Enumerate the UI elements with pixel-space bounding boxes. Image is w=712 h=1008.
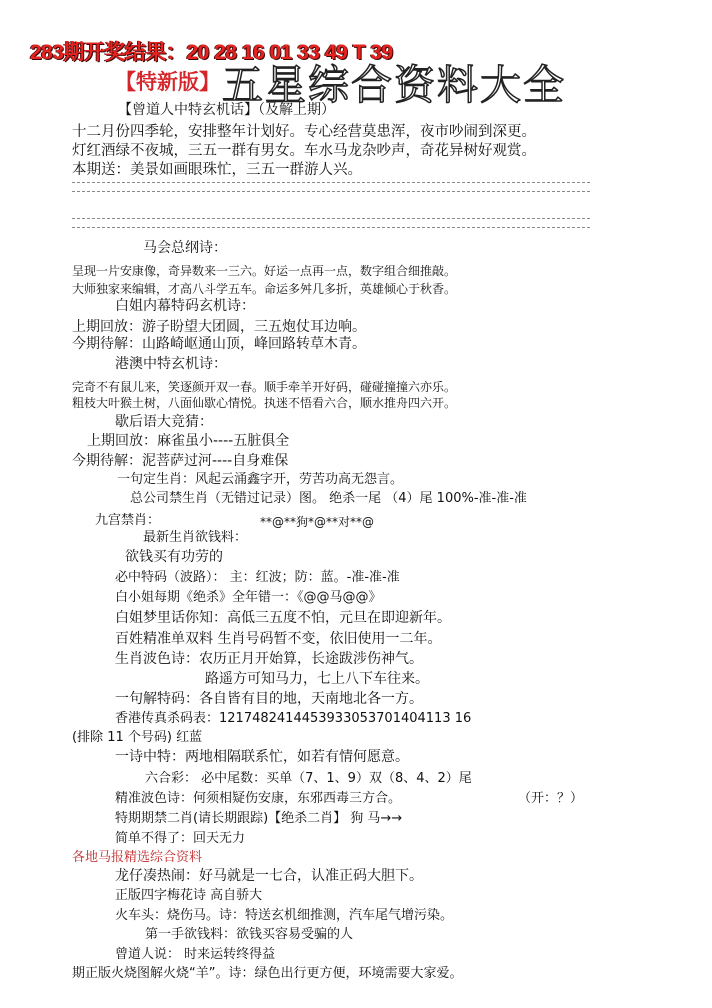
page-title: 五星综合资料大全 [222, 61, 566, 109]
info-line: 特期期禁二肖(请长期跟踪)【绝杀二肖】 狗 马→→ [115, 811, 403, 826]
info-line: 百姓精准单双料 生肖号码暂不变，依旧使用一二年。 [115, 631, 442, 647]
riddle-line: 上期回放：麻雀虽小----五脏俱全 [87, 433, 290, 449]
info-line: 期正版火烧图解火烧“羊”。诗：绿色出行更方便，环境需要大家爱。 [72, 966, 463, 981]
poem-line: 粗枝大叶猴土树，八面仙歇心情悦。执迷不悟看六合，顺水推舟四六开。 [72, 396, 457, 410]
info-line-tail: （开：？） [518, 791, 584, 806]
jiugong-value: **@**狗*@**对**@ [260, 515, 375, 529]
info-line: 简单不得了：回天无力 [115, 831, 246, 846]
jiugong-label: 九宫禁肖： [95, 513, 161, 528]
info-line: 一诗中特：两地相隔联系忙，如若有情何愿意。 [115, 749, 409, 765]
info-line: 曾道人说： 时来运转终得益 [115, 947, 276, 962]
info-line: 总公司禁生肖（无错过记录）图。 绝杀一尾 （4）尾 100%-准-准-准 [130, 491, 527, 506]
info-line: 六合彩： 必中尾数：买单（7、1、9）双（8、4、2）尾 [145, 771, 472, 786]
info-line: 白小姐每期《绝杀》全年错一：《@@马@@》 [115, 590, 382, 605]
info-line: 路遥方可知马力，七上八下车往来。 [205, 671, 429, 687]
section-header-gangao: 港澳中特玄机诗： [115, 356, 227, 372]
edition-label: 【特新版】 [115, 70, 220, 94]
info-line: 一句定生肖：风起云涌鑫字开，劳苦功高无怨言。 [117, 472, 404, 487]
poem-line: 上期回放：游子盼望大团圆，三五炮仗耳边响。 [72, 319, 366, 335]
info-line: 最新生肖欲钱料： [143, 530, 248, 545]
divider [72, 218, 590, 228]
info-line: (排除 11 个号码) 红蓝 [72, 730, 203, 745]
poem-line: 十二月份四季轮，安排整年计划好。专心经营莫患浑，夜市吵闹到深更。 [72, 124, 536, 140]
info-line: 欲钱买有功劳的 [125, 549, 223, 565]
section-header-mahui: 马会总纲诗： [143, 240, 227, 256]
poem-line: 大师独家来编辑，才高八斗学五车。命运多舛几多折，英雄倾心于秋香。 [72, 282, 457, 296]
section-header-xiehouyu: 歇后语大竞猜： [115, 414, 213, 430]
section-header-zeng: 【曾道人中特玄机话】（及解上期） [118, 102, 335, 118]
info-line: 生肖波色诗：农历正月开始算，长途跋涉伤神气。 [115, 651, 423, 667]
section-header-baijie: 白姐内幕特码玄机诗： [115, 298, 255, 314]
info-line: 精准波色诗：何须相疑伤安康，东邪西毒三方合。 [115, 791, 402, 806]
poem-line: 呈现一片安康像，奇异数来一三六。好运一点再一点，数字组合细推敲。 [72, 264, 457, 278]
info-line: 第一手欲钱料：欲钱买容易受骗的人 [145, 927, 354, 942]
riddle-line: 今期待解：泥菩萨过河----自身难保 [72, 453, 289, 469]
poem-line: 今期待解：山路崎岖通山顶，峰回路转草木青。 [72, 336, 366, 352]
poem-line: 本期送：美景如画眼珠忙，三五一群游人兴。 [72, 162, 362, 178]
divider [72, 182, 590, 192]
info-line: 火车头：烧伤马。诗：特送玄机细推测，汽车尾气增污染。 [115, 908, 454, 923]
info-line: 香港传真杀码表：1217482414453933053701404113 16 [115, 711, 472, 726]
lottery-result-banner: 283期开奖结果：20 28 16 01 33 49 T 39 [30, 41, 393, 64]
info-line: 必中特码（波路）： 主：红波；防：蓝。-准-准-准 [115, 570, 400, 585]
info-line: 白姐梦里话你知：高低三五度不怕，元旦在即迎新年。 [115, 610, 451, 626]
poem-line: 灯红酒绿不夜城，三五一群有男女。车水马龙杂吵声，奇花异树好观赏。 [72, 143, 536, 159]
section-header-mabao: 各地马报精选综合资料 [72, 850, 203, 865]
info-line: 正版四字梅花诗 高自骄大 [115, 888, 263, 903]
poem-line: 完奇不有鼠儿来，笑逐颜开双一春。顺手牵羊开好码，碰碰撞撞六亦乐。 [72, 380, 457, 394]
info-line: 一句解特码：各自皆有目的地，天南地北各一方。 [115, 691, 423, 707]
info-line: 龙仔凑热闹：好马就是一七合，认准正码大胆下。 [115, 868, 423, 884]
